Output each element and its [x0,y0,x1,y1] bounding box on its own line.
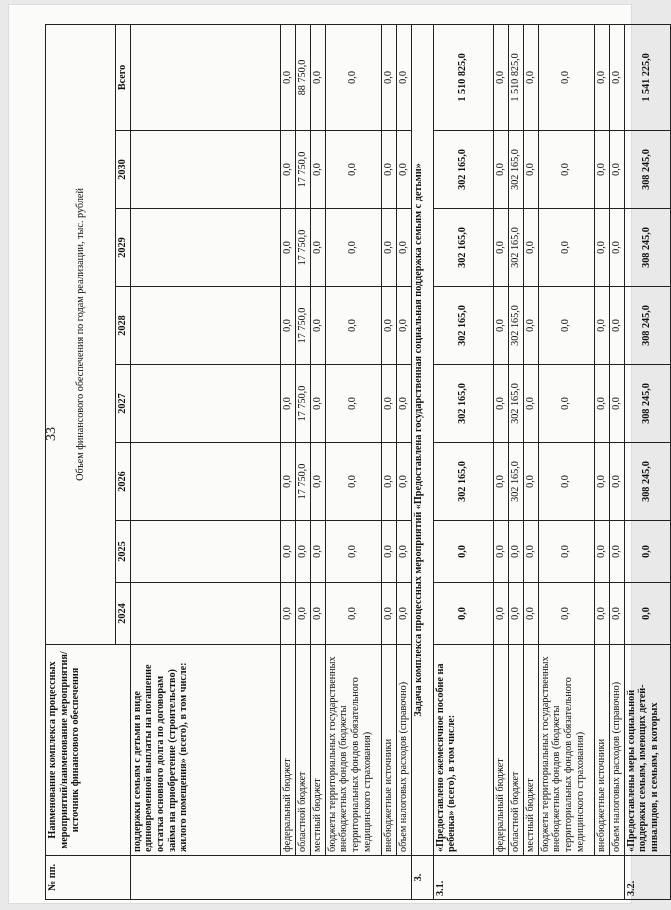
row-name: федеральный бюджет [280,645,295,856]
value-cell: 0,0 [325,24,381,130]
value-cell [130,365,280,443]
value-cell: 0,0 [295,583,310,645]
value-cell: 0,0 [609,24,624,130]
value-cell: 0,0 [396,443,411,521]
value-cell [130,443,280,521]
value-cell: 0,0 [609,209,624,287]
value-cell: 0,0 [523,443,538,521]
value-cell: 308 245,0 [624,365,670,443]
row-name: местный бюджет [310,645,325,856]
value-cell: 0,0 [310,365,325,443]
value-cell: 0,0 [310,24,325,130]
value-cell: 0,0 [381,209,396,287]
row-name: федеральный бюджет [493,645,508,856]
value-cell: 308 245,0 [624,131,670,209]
value-cell: 88 750,0 [295,24,310,130]
value-cell: 0,0 [538,209,594,287]
value-cell: 0,0 [433,521,493,583]
value-cell: 302 165,0 [433,287,493,365]
value-cell: 0,0 [493,209,508,287]
value-cell: 302 165,0 [433,131,493,209]
value-cell: 0,0 [280,365,295,443]
value-cell: 0,0 [433,583,493,645]
value-cell: 0,0 [594,287,609,365]
row-name: «Предоставлены меры социальной поддержки семьям, имеющих детей-инвалидов, и семьям, в которых [624,645,670,856]
value-cell: 0,0 [310,521,325,583]
table-row [624,24,670,899]
rotated-table-wrapper [45,25,660,900]
table-row [295,24,310,899]
value-cell: 0,0 [325,365,381,443]
value-cell [130,583,280,645]
value-cell: 0,0 [381,131,396,209]
row-number: 3.1. [433,856,624,900]
value-cell: 0,0 [523,583,538,645]
page-number: 33 [44,427,59,441]
value-cell: 0,0 [381,583,396,645]
value-cell: 17 750,0 [295,443,310,521]
value-cell: 17 750,0 [295,131,310,209]
row-number [130,856,411,900]
col-header-no: № пп. [46,856,131,900]
value-cell: 0,0 [396,583,411,645]
value-cell: 0,0 [381,521,396,583]
value-cell: 0,0 [396,521,411,583]
table-row [381,24,396,899]
row-name: бюджеты территориальных государственных внебюджетных фондов (бюджеты территориальных фондов обязательного медицинского страхования) [538,645,594,856]
value-cell: 0,0 [508,583,523,645]
row-name: областной бюджет [508,645,523,856]
value-cell: 0,0 [381,365,396,443]
value-cell: 0,0 [310,583,325,645]
value-cell: 0,0 [609,583,624,645]
value-cell: 0,0 [396,24,411,130]
value-cell: 0,0 [523,209,538,287]
year-header: 2026 [116,443,131,521]
value-cell: 0,0 [594,583,609,645]
value-cell: 0,0 [594,443,609,521]
table-row [523,24,538,899]
value-cell [130,131,280,209]
value-cell: 0,0 [594,24,609,130]
value-cell: 308 245,0 [624,209,670,287]
value-cell: 0,0 [609,131,624,209]
value-cell: 0,0 [594,209,609,287]
row-name: объем налоговых расходов (справочно) [609,645,624,856]
value-cell: 302 165,0 [433,443,493,521]
value-cell: 0,0 [594,521,609,583]
year-header: 2025 [116,521,131,583]
value-cell: 0,0 [396,131,411,209]
financing-table [45,24,671,900]
value-cell: 0,0 [325,209,381,287]
value-cell: 0,0 [310,209,325,287]
value-cell: 0,0 [280,131,295,209]
value-cell [130,521,280,583]
row-name: местный бюджет [523,645,538,856]
value-cell: 0,0 [538,131,594,209]
value-cell: 302 165,0 [508,131,523,209]
row-name: «Предоставлено ежемесячное пособие на ребенка» (всего), в том числе: [433,645,493,856]
value-cell: 308 245,0 [624,443,670,521]
value-cell: 0,0 [538,443,594,521]
value-cell: 0,0 [295,521,310,583]
value-cell: 0,0 [624,583,670,645]
value-cell: 302 165,0 [508,209,523,287]
value-cell: 0,0 [280,583,295,645]
value-cell: 1 510 825,0 [508,24,523,130]
section-row [411,24,433,899]
year-header: 2029 [116,209,131,287]
value-cell: 0,0 [523,131,538,209]
col-header-name: Наименование комплекса процессных мероприятий/наименование мероприятия/ источник финансового обеспечения [46,645,131,856]
value-cell: 0,0 [325,287,381,365]
value-cell: 17 750,0 [295,365,310,443]
value-cell: 0,0 [538,287,594,365]
value-cell: 0,0 [493,24,508,130]
value-cell: 0,0 [538,521,594,583]
value-cell: 0,0 [508,521,523,583]
year-header: 2030 [116,131,131,209]
value-cell: 0,0 [493,521,508,583]
row-name: внебюджетные источники [594,645,609,856]
table-head [46,24,131,899]
year-header: 2024 [116,583,131,645]
col-header-volume: Объем финансового обеспечения по годам реализации, тыс. рублей [46,24,116,644]
value-cell: 0,0 [538,583,594,645]
value-cell: 0,0 [310,131,325,209]
value-cell: 0,0 [325,583,381,645]
value-cell: 302 165,0 [508,443,523,521]
value-cell: 0,0 [280,521,295,583]
value-cell: 0,0 [280,209,295,287]
value-cell: 0,0 [325,521,381,583]
value-cell: 0,0 [493,131,508,209]
section-number: 3. [411,856,433,900]
table-row [310,24,325,899]
value-cell: 0,0 [624,521,670,583]
value-cell: 0,0 [609,365,624,443]
table-row [130,24,280,899]
value-cell: 0,0 [609,287,624,365]
value-cell: 0,0 [493,583,508,645]
table-row [594,24,609,899]
value-cell: 302 165,0 [433,365,493,443]
value-cell: 0,0 [594,131,609,209]
value-cell: 0,0 [523,365,538,443]
value-cell: 0,0 [396,287,411,365]
section-title: Задача комплекса процессных мероприятий «Предоставлена государственная социальная поддержка семьям с детьми» [411,24,433,855]
table-row [280,24,295,899]
table-row [538,24,594,899]
value-cell: 0,0 [594,365,609,443]
value-cell: 0,0 [396,365,411,443]
value-cell: 0,0 [523,24,538,130]
table-row [508,24,523,899]
value-cell: 0,0 [493,365,508,443]
value-cell: 0,0 [396,209,411,287]
row-name: поддержки семьям с детьми в виде единовременной выплаты на погашение остатка основного долга по договорам займа на приобретение (строительство) жилого помещения» (всего), в том числе: [130,645,280,856]
table-row [433,24,493,899]
value-cell: 0,0 [381,24,396,130]
year-header: Всего [116,24,131,130]
value-cell: 0,0 [325,131,381,209]
table-row [325,24,381,899]
value-cell: 0,0 [310,287,325,365]
value-cell: 302 165,0 [508,287,523,365]
year-header: 2028 [116,287,131,365]
value-cell: 0,0 [538,365,594,443]
value-cell [130,209,280,287]
value-cell: 0,0 [493,443,508,521]
row-name: внебюджетные источники [381,645,396,856]
row-number: 3.2. [624,856,670,900]
value-cell: 0,0 [381,287,396,365]
value-cell [130,24,280,130]
value-cell: 0,0 [523,287,538,365]
value-cell: 0,0 [381,443,396,521]
value-cell: 0,0 [538,24,594,130]
row-name: областной бюджет [295,645,310,856]
value-cell: 17 750,0 [295,287,310,365]
value-cell: 0,0 [310,443,325,521]
value-cell: 302 165,0 [433,209,493,287]
year-header: 2027 [116,365,131,443]
table-body [130,24,670,899]
value-cell: 17 750,0 [295,209,310,287]
row-name: бюджеты территориальных государственных внебюджетных фондов (бюджеты территориальных фондов обязательного медицинского страхования) [325,645,381,856]
value-cell: 0,0 [325,443,381,521]
value-cell: 0,0 [523,521,538,583]
value-cell: 0,0 [280,287,295,365]
table-row [609,24,624,899]
value-cell: 0,0 [280,24,295,130]
value-cell: 1 510 825,0 [433,24,493,130]
value-cell: 0,0 [280,443,295,521]
value-cell: 0,0 [609,443,624,521]
value-cell: 1 541 225,0 [624,24,670,130]
table-row [396,24,411,899]
value-cell: 308 245,0 [624,287,670,365]
row-name: объем налоговых расходов (справочно) [396,645,411,856]
value-cell [130,287,280,365]
value-cell: 0,0 [609,521,624,583]
value-cell: 302 165,0 [508,365,523,443]
value-cell: 0,0 [493,287,508,365]
table-row [493,24,508,899]
